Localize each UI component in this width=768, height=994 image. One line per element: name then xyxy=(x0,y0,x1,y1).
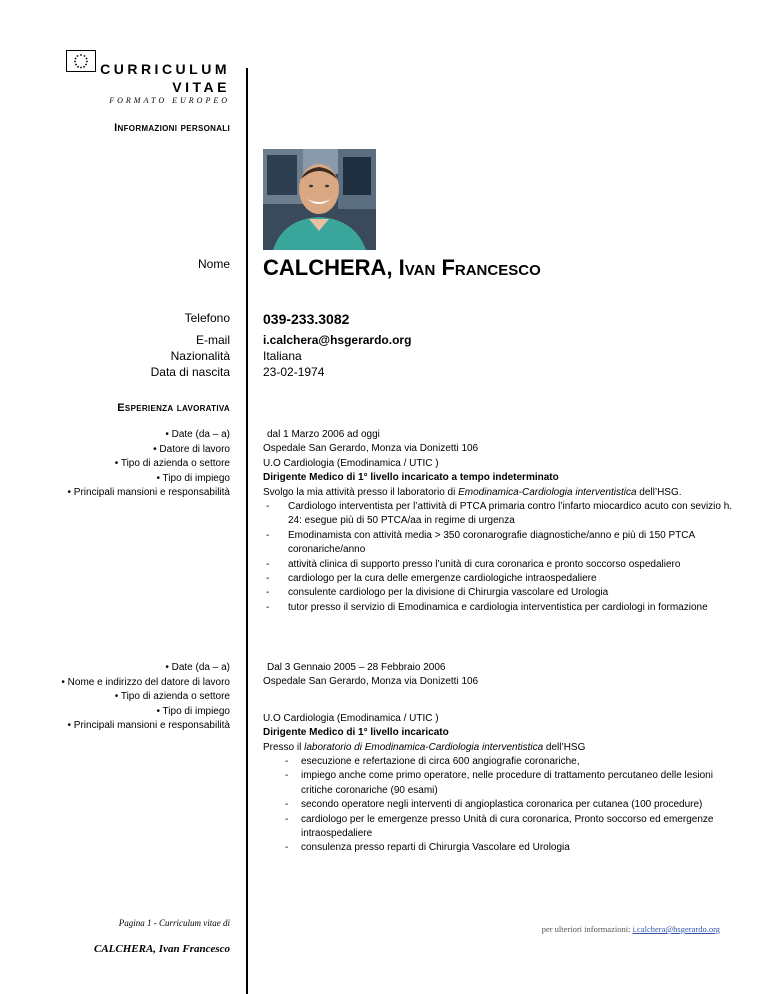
job1-intro: Svolgo la mia attività presso il laboratorio di Emodinamica-Cardiologia interventistica dell’HSG. xyxy=(263,486,682,498)
eu-flag-logo xyxy=(66,50,96,72)
job1-duties xyxy=(263,500,733,615)
footer-email-link[interactable]: i.calchera@hsgerardo.org xyxy=(632,924,720,934)
list-item: - tutor presso il servizio di Emodinamica e cardiologia interventistica per cardiologi in formazione xyxy=(263,601,733,615)
list-item: - Emodinamista con attività media > 350 coronarografie diagnostiche/anno e più di 150 PTCA coronariche/anno xyxy=(263,529,733,558)
job2-employer: Ospedale San Gerardo, Monza via Donizetti 106 xyxy=(263,676,479,688)
email-label: E-mail xyxy=(195,333,230,347)
job1-content xyxy=(263,428,733,615)
section-work-experience: Esperienza lavorativa xyxy=(117,402,230,414)
job2-intro: Presso il laboratorio di Emodinamica-Cardiologia interventistica dell’HSG xyxy=(263,741,586,753)
footer-more-info: per ulteriori informazioni: i.calchera@hsgerardo.org xyxy=(541,924,720,934)
list-item: - secondo operatore negli interventi di angioplastica coronarica per cutanea (100 procedure) xyxy=(263,798,733,812)
job2-position: Dirigente Medico di 1° livello incaricato xyxy=(263,727,449,739)
list-item: - cardiologo per la cura delle emergenze cardiologiche intraospedaliere xyxy=(263,572,733,586)
full-name: CALCHERA, Ivan Francesco xyxy=(263,255,541,280)
phone-label: Telefono xyxy=(184,311,230,325)
job1-position: Dirigente Medico di 1° livello incaricato a tempo indeterminato xyxy=(263,472,559,484)
list-item: - consulenza presso reparti di Chirurgia Vascolare ed Urologia xyxy=(263,841,733,855)
list-item: - Cardiologo interventista per l’attività di PTCA primaria contro l’infarto miocardico acuto con sevizio h. 24: esegue più di 50 PTCA/aa in regime di urgenza xyxy=(263,500,733,529)
job2-duties xyxy=(263,755,733,856)
section-personal-info: Informazioni personali xyxy=(114,122,230,134)
footer-page-line: Pagina 1 - Curriculum vitae di xyxy=(118,918,230,928)
job1-labels: • Date (da – a) • Datore di lavoro • Tipo di azienda o settore • Tipo di impiego • Principali mansioni e responsabilità xyxy=(67,429,230,498)
nationality-label: Nazionalità xyxy=(170,349,230,363)
nationality-value: Italiana xyxy=(263,349,302,363)
email-value[interactable]: i.calchera@hsgerardo.org xyxy=(263,333,412,347)
job1-sector: U.O Cardiologia (Emodinamica / UTIC ) xyxy=(263,457,439,469)
birth-label: Data di nascita xyxy=(150,365,230,379)
cv-title: CURRICULUM VITAE xyxy=(100,61,230,95)
list-item: - esecuzione e refertazione di circa 600 angiografie coronariche, xyxy=(263,755,733,769)
job1-date: dal 1 Marzo 2006 ad oggi xyxy=(267,429,380,440)
job2-sector: U.O Cardiologia (Emodinamica / UTIC ) xyxy=(263,712,439,724)
phone-value: 039-233.3082 xyxy=(263,311,350,327)
job2-content xyxy=(263,661,733,856)
list-item: - attività clinica di supporto presso l’unità di cura coronarica e pronto soccorso ospedaliero xyxy=(263,558,733,572)
name-label: Nome xyxy=(197,257,230,271)
cv-subtitle: FORMATO EUROPEO xyxy=(109,96,230,105)
list-item: - impiego anche come primo operatore, nelle procedure di trattamento percutaneo delle lesioni critiche coronariche (90 esami) xyxy=(263,769,733,798)
job1-employer: Ospedale San Gerardo, Monza via Donizetti 106 xyxy=(263,443,479,455)
divider-line xyxy=(246,68,248,994)
birth-value: 23-02-1974 xyxy=(263,365,325,379)
list-item: - cardiologo per le emergenze presso Unità di cura coronarica, Pronto soccorso ed emergenze intraospedaliere xyxy=(263,813,733,842)
profile-photo xyxy=(263,149,376,250)
job2-labels: • Date (da – a) • Nome e indirizzo del datore di lavoro • Tipo di azienda o settore • Tipo di impiego • Principali mansioni e responsabilità xyxy=(61,662,230,731)
footer-owner: CALCHERA, Ivan Francesco xyxy=(94,943,230,955)
job2-date: Dal 3 Gennaio 2005 – 28 Febbraio 2006 xyxy=(267,662,446,673)
list-item: - consulente cardiologo per la divisione di Chirurgia vascolare ed Urologia xyxy=(263,586,733,600)
